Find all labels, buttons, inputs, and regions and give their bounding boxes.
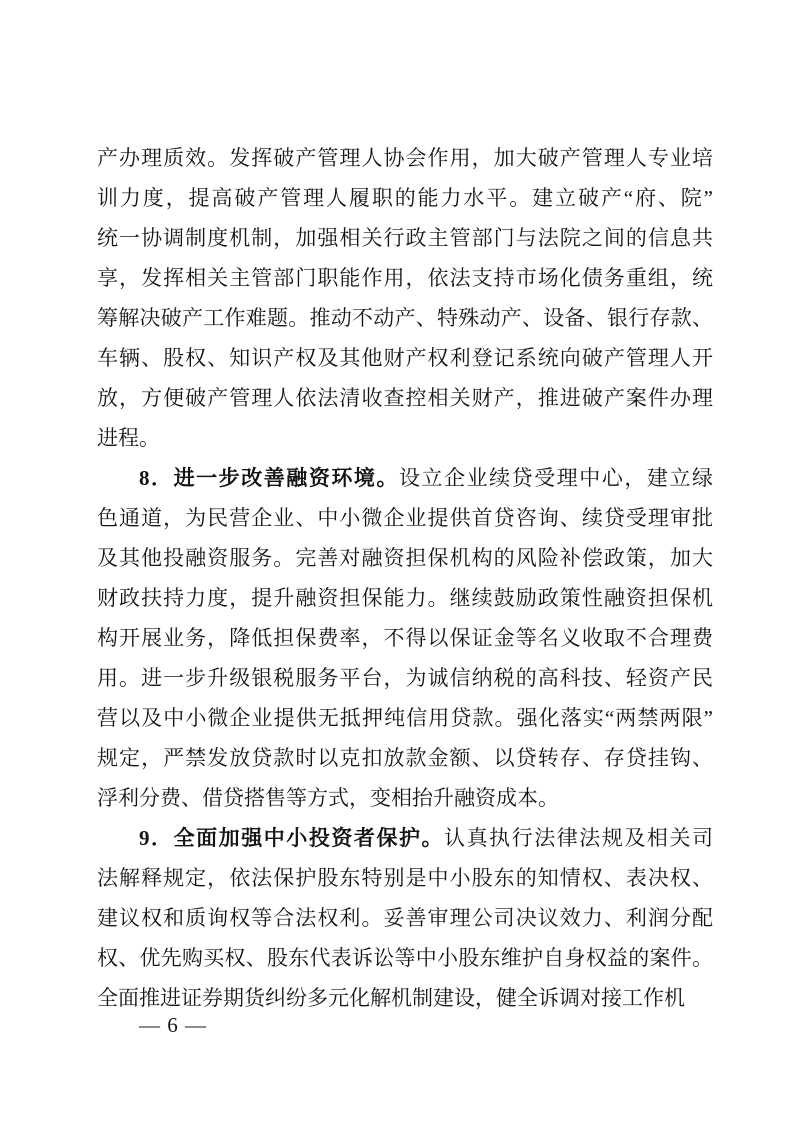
line-text: 进程。 (97, 426, 160, 450)
line-text: 训力度，提高破产管理人履职的能力水平。建立破产“府、院” (97, 186, 713, 210)
item-heading: 9．全面加强中小投资者保护。 (139, 826, 445, 850)
item-heading: 8．进一步改善融资环境。 (139, 466, 399, 490)
page-number: — 6 — (139, 1013, 207, 1037)
line-text: 浮利分费、借贷搭售等方式，变相抬升融资成本。 (97, 786, 559, 810)
line-text: 构开展业务，降低担保费率，不得以保证金等名义收取不合理费 (97, 626, 713, 650)
paragraph-heading-line (97, 458, 713, 498)
text-line (97, 498, 713, 538)
paragraph-heading-line (97, 818, 713, 858)
line-text: 财政扶持力度，提升融资担保能力。继续鼓励政策性融资担保机 (97, 586, 713, 610)
line-text: 及其他投融资服务。完善对融资担保机构的风险补偿政策，加大 (97, 546, 713, 570)
text-line (97, 298, 713, 338)
line-text: 产办理质效。发挥破产管理人协会作用，加大破产管理人专业培 (97, 146, 713, 170)
text-line (97, 178, 713, 218)
text-line (97, 258, 713, 298)
text-line (97, 658, 713, 698)
text-line (97, 378, 713, 418)
text-line (97, 938, 713, 978)
line-text: 权、优先购买权、股东代表诉讼等中小股东维护自身权益的案件。 (97, 946, 713, 970)
line-text: 设立企业续贷受理中心，建立绿 (398, 466, 714, 490)
text-line (97, 778, 713, 818)
text-block (97, 138, 713, 1018)
line-text: 车辆、股权、知识产权及其他财产权利登记系统向破产管理人开 (97, 346, 713, 370)
text-line (97, 578, 713, 618)
text-line (97, 858, 713, 898)
line-text: 建议权和质询权等合法权利。妥善审理公司决议效力、利润分配 (97, 906, 713, 930)
line-text: 享，发挥相关主管部门职能作用，依法支持市场化债务重组，统 (97, 266, 713, 290)
line-text: 认真执行法律法规及相关司 (444, 826, 714, 850)
text-line (97, 338, 713, 378)
line-text: 统一协调制度机制，加强相关行政主管部门与法院之间的信息共 (97, 226, 713, 250)
line-text: 法解释规定，依法保护股东特别是中小股东的知情权、表决权、 (97, 866, 713, 890)
line-text: 放，方便破产管理人依法清收查控相关财产，推进破产案件办理 (97, 386, 713, 410)
text-line (97, 538, 713, 578)
line-text: 营以及中小微企业提供无抵押纯信用贷款。强化落实“两禁两限” (97, 706, 713, 730)
text-line (97, 738, 713, 778)
text-line (97, 418, 713, 458)
text-line (97, 698, 713, 738)
text-line (97, 218, 713, 258)
text-line (97, 138, 713, 178)
line-text: 规定，严禁发放贷款时以克扣放款金额、以贷转存、存贷挂钩、 (97, 746, 713, 770)
text-line (97, 618, 713, 658)
line-text: 用。进一步升级银税服务平台，为诚信纳税的高科技、轻资产民 (97, 666, 713, 690)
text-line (97, 898, 713, 938)
line-text: 全面推进证券期货纠纷多元化解机制建设，健全诉调对接工作机 (97, 986, 685, 1010)
line-text: 色通道，为民营企业、中小微企业提供首贷咨询、续贷受理审批 (97, 506, 713, 530)
line-text: 筹解决破产工作难题。推动不动产、特殊动产、设备、银行存款、 (97, 306, 713, 330)
